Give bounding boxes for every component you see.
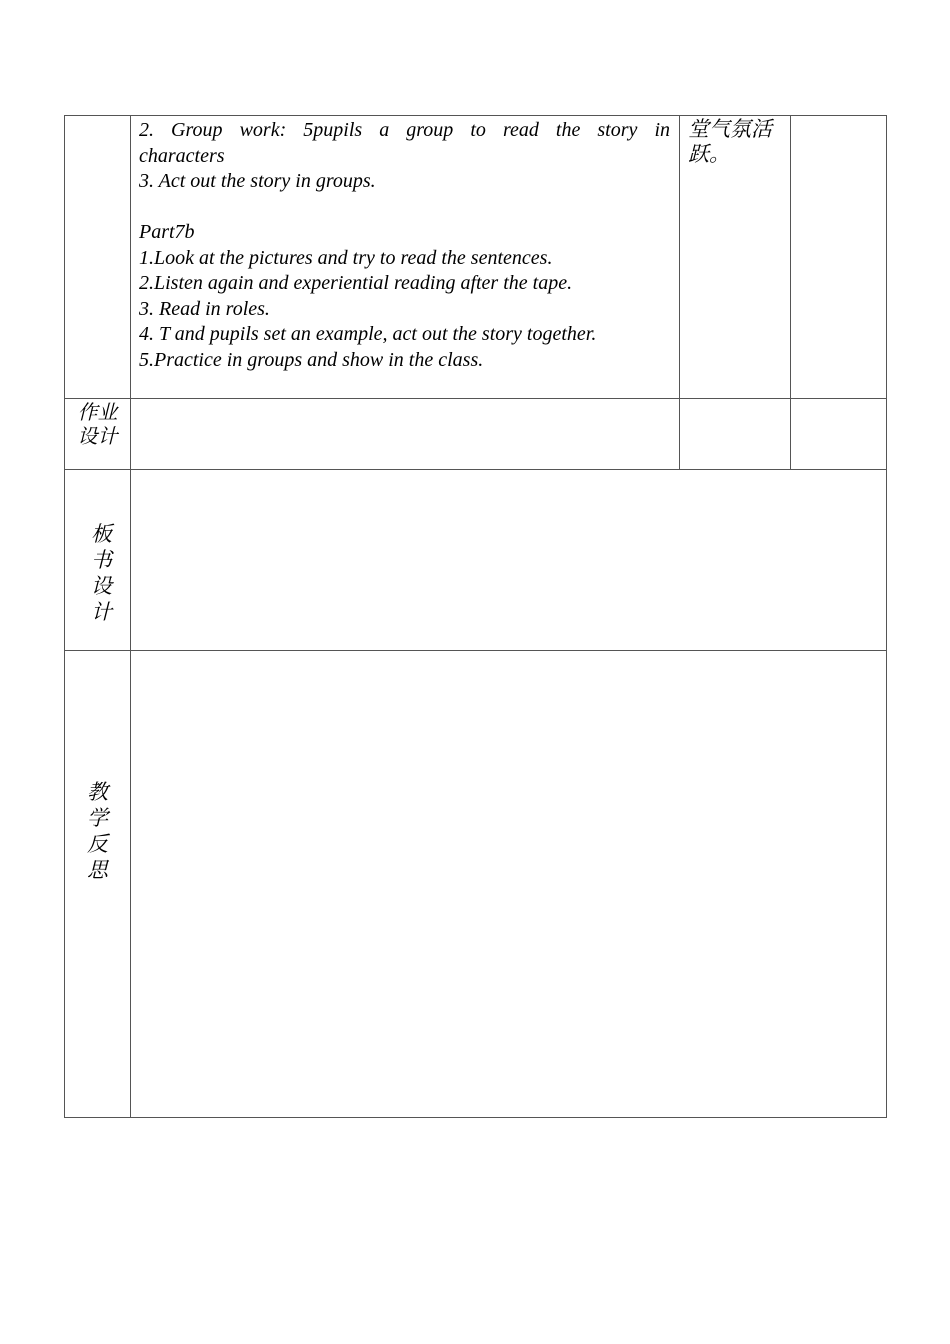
table-border-top — [64, 115, 887, 116]
step-line: 5.Practice in groups and show in the class. — [139, 348, 484, 371]
board-label-char: 板 — [91, 522, 112, 546]
step-line: 3. Read in roles. — [139, 297, 270, 320]
section-heading-part7b: Part7b — [139, 221, 195, 243]
homework-label — [65, 400, 130, 448]
teaching-reflection-label — [65, 779, 130, 883]
table-border-right — [886, 115, 887, 1118]
board-label-char: 设 — [91, 574, 112, 598]
table-column-divider-label — [130, 115, 131, 1118]
note-line: 跃。 — [688, 142, 730, 166]
step-line: 2. Group work: 5pupils a group to read the story in — [139, 119, 670, 141]
activity-steps — [139, 118, 670, 373]
step-line: characters — [139, 144, 225, 167]
step-line: 1.Look at the pictures and try to read the sentences. — [139, 246, 553, 269]
board-label-char: 计 — [91, 600, 112, 624]
step-spacer — [139, 195, 670, 221]
table-column-divider-extra — [790, 115, 791, 470]
purpose-note — [688, 117, 788, 167]
table-border-bottom — [64, 1117, 887, 1118]
reflection-label-char: 思 — [87, 858, 108, 882]
homework-label-line: 作业 — [77, 400, 118, 424]
board-label-char: 书 — [91, 548, 112, 572]
step-line: 2.Listen again and experiential reading after the tape. — [139, 272, 573, 294]
note-line: 堂气氛活 — [688, 117, 772, 141]
step-line: 3. Act out the story in groups. — [139, 170, 376, 192]
reflection-label-char: 反 — [87, 832, 108, 856]
homework-label-line: 设计 — [77, 424, 118, 448]
table-column-divider-note — [679, 115, 680, 470]
reflection-label-char: 教 — [87, 780, 108, 804]
step-line: 4. T and pupils set an example, act out the story together. — [139, 323, 597, 345]
board-design-label — [65, 521, 130, 625]
table-row-divider-3 — [64, 650, 887, 651]
table-row-divider-2 — [64, 469, 887, 470]
table-row-divider-1 — [64, 398, 887, 399]
reflection-label-char: 学 — [87, 806, 108, 830]
